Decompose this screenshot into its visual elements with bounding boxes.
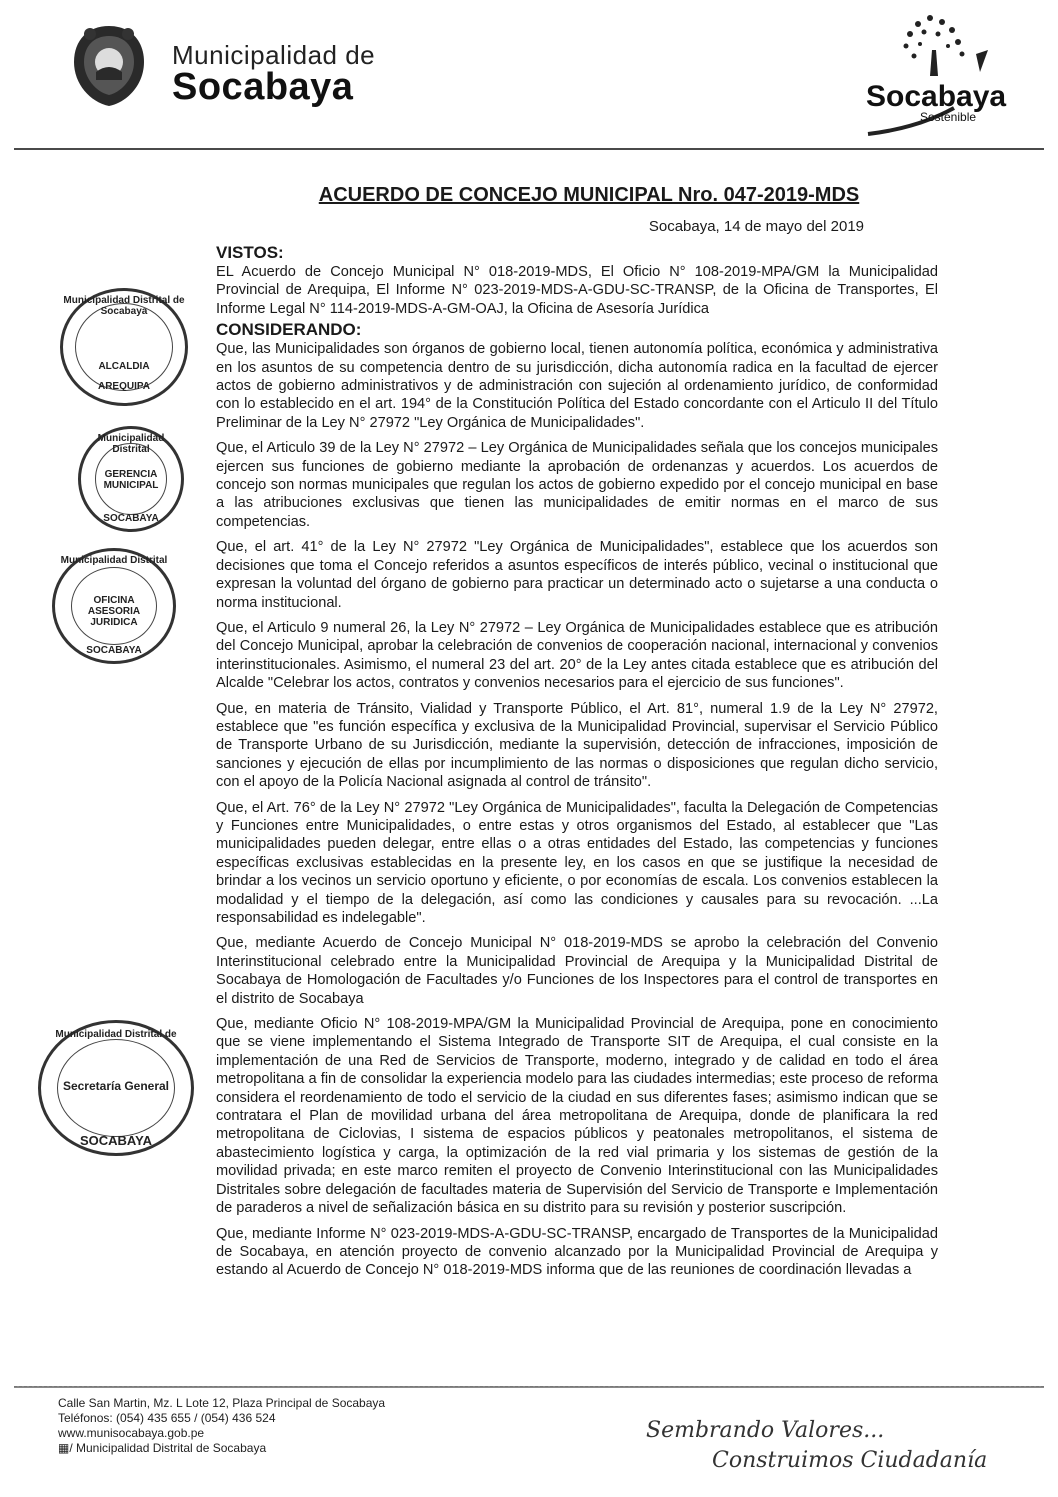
- considerando-paragraph: Que, las Municipalidades son órganos de gobierno local, tienen autonomía política, económica y administrativa en los asuntos de su competencia dentro de su jurisdicción, dicha autonomía radica en la facultad de ejercer actos de gobierno administrativos y de administración con sujeción al ordenamiento jurídico, de conformidad con lo establecido en el art. 194° de la Constitución Política del Estado concordante con el Articulo II del Título Preliminar de la Ley N° 27972 "Ley Orgánica de Municipalidades".: [216, 341, 938, 431]
- considerando-paragraph: Que, el art. 41° de la Ley N° 27972 "Ley Orgánica de Municipalidades", establece que los acuerdos son decisiones que toma el Concejo referidos a asuntos específicos de interés público, vecinal o institucional que expresan la voluntad del órgano de gobierno para practicar un determinado acto o sujetarse a una conducta o norma institucional.: [216, 539, 938, 611]
- footer-slogan-2: Construimos Ciudadanía: [712, 1448, 988, 1473]
- municipality-crest-logo: [70, 22, 148, 110]
- considerando-paragraph: Que, el Articulo 9 numeral 26, la Ley N° 27972 – Ley Orgánica de Municipalidades establece que es atribución del Concejo Municipal, aprobar la celebración de convenios de cooperación nacional, internacional y convenios interinstitucionales. Asimismo, el numeral 23 del art. 20° de la Ley antes citada establece que es atribución del Alcalde "Celebrar los actos, contratos y convenios necesarios para el ejercicio de sus funciones".: [216, 619, 938, 692]
- stamp-text: Municipalidad Distrital de Socabaya: [63, 295, 185, 317]
- stamp-text: GERENCIA MUNICIPAL: [103, 469, 159, 491]
- stamp-text: Municipalidad Distrital: [60, 555, 168, 566]
- footer-slogan-1: Sembrando Valores...: [646, 1418, 885, 1443]
- footer-phones: Teléfonos: (054) 435 655 / (054) 436 524: [58, 1411, 276, 1425]
- stamp-text: Secretaría General: [62, 1079, 170, 1093]
- footer-address: Calle San Martin, Mz. L Lote 12, Plaza Principal de Socabaya: [58, 1396, 386, 1410]
- secretaria-general-stamp: [38, 1020, 194, 1156]
- stamp-text: OFICINA ASESORIA JURIDICA: [87, 595, 141, 628]
- document-body: [216, 243, 938, 1287]
- stamp-text: SOCABAYA: [103, 513, 159, 524]
- footer-website: www.munisocabaya.gob.pe: [58, 1426, 205, 1440]
- header-municipality-name: Socabaya: [172, 66, 354, 108]
- considerando-paragraph: Que, mediante Oficio N° 108-2019-MPA/GM la Municipalidad Provincial de Arequipa, pone en conocimiento que se viene implementando el Sistema Integrado de Transporte SIT de Arequipa, el cual consiste en la implementación de una Red de Servicios de Transporte, moderno, integrado y de calidad en todo el área metropolitana a fin de consolidar la experiencia modelo para las ciudades intermedias; este proceso de reforma considera el reordenamiento de todo el servicio de la ciudad en sus diferentes fases; asimismo indican que se contratara el Plan de movilidad urbana del área metropolitana de Arequipa, donde de planificara la red metropolitana de Ciclovias, I sistema de espacios públicos y peatonales metropolitanos, el sistema de abastecimiento logística y carga, la optimización de la red vial primaria y los sistemas de gestión de la movilidad privada; en este marco remiten el proyecto de Convenio Interinstitucional con las Municipalidades Distritales sobre delegación de facultades materia de Supervisión del Servicio de Transporte e Implementación de paraderos a nivel de señalización básica en su distrito para su revisión y posterior suscripción.: [216, 1016, 938, 1217]
- stamp-text: Municipalidad Distrital de: [55, 1029, 177, 1040]
- vistos-heading: VISTOS:: [216, 243, 284, 262]
- footer-social: [58, 1441, 385, 1456]
- social-media-icon: ▦: [58, 1441, 70, 1455]
- document-date: Socabaya, 14 de mayo del 2019: [648, 218, 864, 235]
- considerando-paragraph: Que, en materia de Tránsito, Vialidad y Transporte Público, el Art. 81°, numeral 1.9 de la Ley N° 27972, establece que "es función específica y exclusiva de la Municipalidad Provincial, supervisar el Servicio Público de Transporte Urbano de su Jurisdicción, mediante la supervisión, detección de infracciones, imposición de sanciones y ejecución de ellas por incumplimiento de las normas o disposiciones que regulan dicho servicio, con el apoyo de la Policía Nacional asignada al control de tránsito".: [216, 700, 938, 791]
- footer-contact: [58, 1396, 385, 1456]
- asesoria-juridica-stamp: [52, 548, 176, 664]
- stamp-text: AREQUIPA: [97, 381, 151, 392]
- stamp-text: Municipalidad Distrital: [97, 433, 165, 455]
- header-municipality-of: Municipalidad de: [172, 40, 376, 70]
- right-logo-subtitle: Sostenible: [920, 110, 977, 124]
- stamp-text: SOCABAYA: [79, 1133, 152, 1148]
- footer-social-label: / Municipalidad Distrital de Socabaya: [69, 1441, 267, 1455]
- header-divider: [14, 148, 1044, 150]
- gerencia-municipal-stamp: [78, 426, 184, 532]
- considerando-paragraph: Que, mediante Acuerdo de Concejo Municipal N° 018-2019-MDS se aprobo la celebración del Convenio Interinstitucional celebrado entre la Municipalidad Provincial de Arequipa y la Municipalidad Distrital de Socabaya de Homologación de Facultades y/o Funciones de los Inspectores para el control de transportes en el distrito de Socabaya: [216, 935, 938, 1007]
- considerando-heading: CONSIDERANDO:: [216, 320, 362, 340]
- considerando-paragraph: Que, el Art. 76° de la Ley N° 27972 "Ley Orgánica de Municipalidades", faculta la Delegación de Competencias y Funciones entre Municipalidades, o entre estas y otros organismos del Estado, al establecer que "Las municipalidades pueden delegar, entre ellas o a otras entidades del Estado, las competencias y funciones específicas exclusivas establecidas en la presente ley, en los casos en que se justifique la necesidad de brindar a los vecinos un servicio oportuno y eficiente, o por economías de escala. Los convenios establecen la modalidad y el tiempo de la delegación, así como las condiciones y causales para su revocación. ...La responsabilidad es indelegable".: [216, 799, 938, 926]
- vistos-paragraph: EL Acuerdo de Concejo Municipal N° 018-2019-MDS, El Oficio N° 108-2019-MPA/GM la Municipalidad Provincial de Arequipa, El Informe N° 023-2019-MDS-A-GDU-SC-TRANSP, de la Oficina de Transportes, El Informe Legal N° 114-2019-MDS-A-GM-OAJ, la Oficina de Asesoría Jurídica: [216, 264, 938, 317]
- footer-divider: [14, 1386, 1044, 1388]
- considerando-paragraph: Que, el Articulo 39 de la Ley N° 27972 – Ley Orgánica de Municipalidades señala que los concejos municipales ejercen sus funciones de gobierno mediante la aprobación de ordenanzas y acuerdos. Los acuerdos de concejo son normas municipales que regulan los actos de gobierno expedido por el concejo municipal en base a las atribuciones exclusivas que tienen las municipalidades de emitir normas en el marco de sus competencias.: [216, 440, 938, 530]
- right-logo-name: Socabaya: [866, 80, 1007, 113]
- stamp-text: ALCALDIA: [98, 361, 150, 372]
- stamp-text: SOCABAYA: [86, 645, 142, 656]
- considerando-paragraph: Que, mediante Informe N° 023-2019-MDS-A-GDU-SC-TRANSP, encargado de Transportes de la Municipalidad de Socabaya, en atención proyecto de convenio alcanzado por la Municipalidad Provincial de Arequipa y estando al Acuerdo de Concejo N° 018-2019-MDS informa que de las reuniones de coordinación llevadas a: [216, 1225, 938, 1279]
- alcaldia-stamp: [60, 288, 188, 406]
- document-title: ACUERDO DE CONCEJO MUNICIPAL Nro. 047-2019-MDS: [318, 184, 860, 206]
